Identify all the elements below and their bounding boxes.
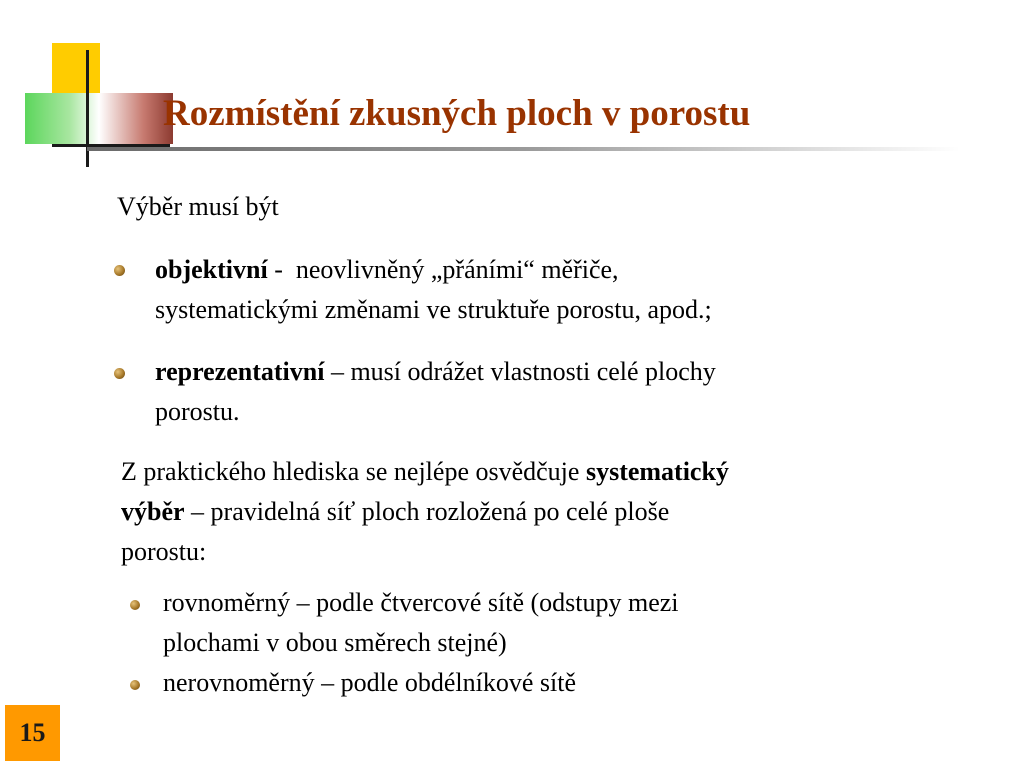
subitem-uniform bbox=[163, 583, 679, 663]
criterion-text-line2: systematickými změnami ve struktuře porostu, apod.; bbox=[155, 295, 712, 324]
subitem-line2: plochami v obou směrech stejné) bbox=[163, 628, 507, 657]
paragraph-bold-term: výběr bbox=[121, 497, 185, 526]
paragraph-line3: porostu: bbox=[121, 537, 207, 566]
title-underline-rule bbox=[87, 147, 960, 151]
intro-text: Výběr musí být bbox=[117, 192, 279, 221]
subitem-line1: nerovnoměrný – podle obdélníkové sítě bbox=[163, 668, 577, 697]
subitem-line1: rovnoměrný – podle čtvercové sítě (odstupy mezi bbox=[163, 588, 679, 617]
criterion-item-objective bbox=[155, 250, 712, 330]
paragraph-bold-term: systematický bbox=[585, 457, 729, 486]
criterion-term: reprezentativní bbox=[155, 357, 325, 386]
bullet-icon bbox=[114, 265, 125, 276]
paragraph-line1: Z praktického hlediska se nejlépe osvědčuje bbox=[121, 457, 586, 486]
criterion-separator: – bbox=[324, 357, 351, 386]
decor-yellow-square bbox=[52, 43, 100, 93]
criterion-text-line2: porostu. bbox=[155, 397, 240, 426]
criterion-item-representative bbox=[155, 352, 716, 432]
page-number: 15 bbox=[19, 718, 46, 747]
paragraph-systematic bbox=[121, 452, 729, 572]
paragraph-line2: – pravidelná síť ploch rozložená po celé ploše bbox=[184, 497, 670, 526]
criterion-separator: - bbox=[267, 255, 296, 284]
criterion-term: objektivní bbox=[155, 255, 268, 284]
criterion-text-line1: neovlivněný „přáními“ měřiče, bbox=[295, 255, 619, 284]
bullet-icon bbox=[114, 368, 125, 379]
bullet-icon bbox=[130, 680, 140, 690]
subitem-nonuniform bbox=[163, 663, 576, 703]
criterion-text-line1: musí odrážet vlastnosti celé plochy bbox=[350, 357, 716, 386]
decor-gradient-bar bbox=[25, 93, 173, 144]
bullet-icon bbox=[130, 600, 140, 610]
slide-title: Rozmístění zkusných ploch v porostu bbox=[163, 93, 751, 134]
